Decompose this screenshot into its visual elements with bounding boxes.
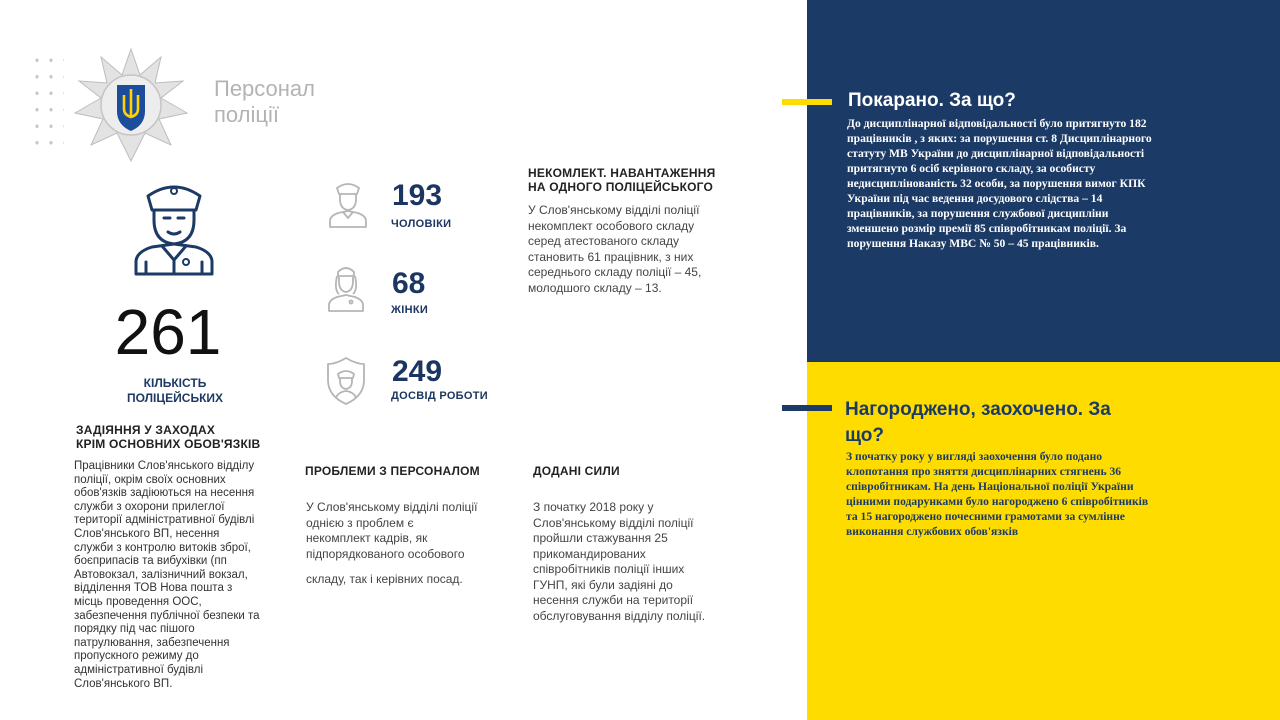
problems-line: складу, так і керівних посад.	[306, 572, 463, 586]
punished-line: порушення Наказу МВС № 50 – 45 працівників.	[847, 237, 1099, 250]
understaffing-line: середнього складу поліції – 45,	[528, 265, 702, 279]
rewarded-title-line1: Нагороджено, заохочено. За	[845, 399, 1111, 420]
male-officer-icon	[328, 178, 368, 228]
rewarded-line: З початку року у вигляді заохочення було подано	[846, 450, 1103, 463]
slide-title-line2: поліції	[214, 102, 279, 127]
problems-line: підпорядкованого особового	[306, 546, 465, 561]
involvement-line: адміністративної будівлі	[74, 663, 204, 676]
involvement-line: Слов'янського ВП, несення	[74, 527, 220, 540]
punished-accent-bar	[782, 99, 832, 105]
problems-text	[306, 500, 521, 588]
involvement-line: Працівники Слов'янського відділу	[74, 460, 255, 472]
male-count-value: 193	[392, 179, 443, 212]
added-forces-line: ГУНП, які були задіяні до	[533, 577, 673, 592]
added-forces-line: пройшли стажування 25	[533, 531, 668, 545]
male-count-label: ЧОЛОВІКИ	[391, 218, 452, 230]
involvement-line: відділення ТОВ Нова пошта з	[74, 582, 233, 595]
involvement-line: території адміністративної будівлі	[74, 514, 255, 527]
punished-line: працівників , з яких: за порушення ст. 8 Дисциплінарного	[847, 132, 1152, 145]
involvement-line: Автовокзал, залізничний вокзал,	[74, 568, 248, 581]
added-forces-line: співробітників поліції інших	[533, 562, 685, 576]
involvement-text	[74, 460, 284, 691]
involvement-line: пропускного режиму до	[74, 650, 199, 663]
total-officers-value: 261	[114, 296, 222, 368]
problems-heading: ПРОБЛЕМИ З ПЕРСОНАЛОМ	[305, 464, 480, 478]
punished-line: зменшено розмір премії 85 співробітникам поліції. За	[847, 222, 1127, 235]
punished-line: працівників, за порушення службової дисципліни	[847, 207, 1109, 220]
punished-line: статуту МВ України до дисциплінарної відповідальності	[847, 147, 1145, 160]
police-officer-icon	[132, 178, 216, 276]
involvement-line: боєприпасів та вибухівки (пп	[74, 555, 227, 568]
dot-grid-decoration	[30, 52, 64, 156]
rewarded-line: цінними подарунками було нагороджено 6 співробітників	[846, 495, 1149, 508]
understaffing-line: молодшого складу – 13.	[528, 280, 662, 295]
added-forces-line: Слов'янському відділі поліції	[533, 515, 694, 530]
added-forces-line: З початку 2018 року у	[533, 500, 654, 514]
rewarded-line: співробітникам. На день Національної поліції України	[846, 480, 1134, 493]
understaffing-line: серед атестованого складу	[528, 234, 679, 248]
slide-title-line1: Персонал	[214, 76, 315, 101]
added-forces-line: обслуговування відділу поліції.	[533, 608, 706, 623]
understaffing-line: некомплект особового складу	[528, 218, 695, 233]
involvement-line: забезпечення публічної безпеки та	[74, 609, 260, 622]
punished-text	[847, 116, 1195, 251]
added-forces-heading: ДОДАНІ СИЛИ	[533, 464, 620, 478]
slide-title	[214, 76, 414, 128]
involvement-line: служби з охорони прилеглої	[74, 500, 225, 513]
female-count-value: 68	[392, 267, 426, 300]
female-count-label: ЖІНКИ	[391, 304, 429, 316]
added-forces-text	[533, 500, 753, 624]
involvement-line: порядку під час пішого	[74, 623, 195, 636]
experience-label: ДОСВІД РОБОТИ	[391, 390, 488, 402]
punished-line: притягнуто 6 осіб керівного складу, за особисту	[847, 162, 1096, 175]
problems-line: У Слов'янському відділі поліції	[306, 500, 478, 514]
rewarded-line: виконання службових обов'язків	[846, 525, 1019, 538]
understaffing-heading	[528, 166, 768, 194]
involvement-line: поліції, окрім своїх основних	[74, 473, 226, 486]
understaffing-line: У Слов'янському відділі поліції	[528, 203, 700, 217]
shield-officer-icon	[326, 356, 366, 406]
understaffing-heading-line2: НА ОДНОГО ПОЛІЦЕЙСЬКОГО	[528, 180, 714, 194]
problems-line: однією з проблем є	[306, 515, 414, 530]
understaffing-text	[528, 203, 768, 296]
total-caption-line2: ПОЛІЦЕЙСЬКИХ	[126, 391, 224, 405]
involvement-heading-line2: КРІМ ОСНОВНИХ ОБОВ'ЯЗКІВ	[76, 437, 261, 451]
involvement-line: патрулювання, забезпечення	[74, 636, 230, 649]
involvement-line: обов'язків задіюються на несення	[74, 487, 255, 500]
rewarded-line: та 15 нагороджено почесними грамотами за сумлінне	[846, 510, 1125, 523]
involvement-heading	[76, 423, 306, 451]
understaffing-heading-line1: НЕКОМЛЕКТ. НАВАНТАЖЕННЯ	[528, 166, 716, 180]
involvement-line: Слов'янського ВП.	[74, 677, 173, 690]
problems-line: некомплект кадрів, як	[306, 531, 428, 545]
punished-line: України під час ведення досудового слідства – 14	[847, 192, 1103, 205]
rewarded-line: клопотання про зняття дисциплінарних стягнень 36	[846, 465, 1122, 478]
understaffing-line: становить 61 працівник, з них	[528, 249, 694, 264]
experience-value: 249	[392, 355, 443, 388]
rewarded-text	[846, 449, 1194, 539]
total-caption-line1: КІЛЬКІСТЬ	[143, 376, 207, 390]
involvement-line: служби з контролю витоків зброї,	[74, 541, 251, 554]
rewarded-title-line2: що?	[845, 425, 884, 446]
police-star-badge-icon	[72, 48, 190, 162]
rewarded-accent-bar	[782, 405, 832, 411]
rewarded-title	[845, 397, 1185, 449]
punished-line: До дисциплінарної відповідальності було притягнуто 182	[847, 117, 1147, 130]
female-officer-icon	[326, 262, 366, 312]
involvement-line: місць проведення ООС,	[74, 595, 202, 608]
added-forces-line: несення служби на території	[533, 593, 694, 607]
involvement-heading-line1: ЗАДІЯННЯ У ЗАХОДАХ	[76, 423, 216, 437]
added-forces-line: прикомандированих	[533, 546, 646, 561]
punished-title: Покарано. За що?	[848, 90, 1016, 111]
punished-line: недисциплінованість 32 особи, за порушення вимог КПК	[847, 177, 1146, 190]
total-officers-caption	[100, 376, 250, 406]
